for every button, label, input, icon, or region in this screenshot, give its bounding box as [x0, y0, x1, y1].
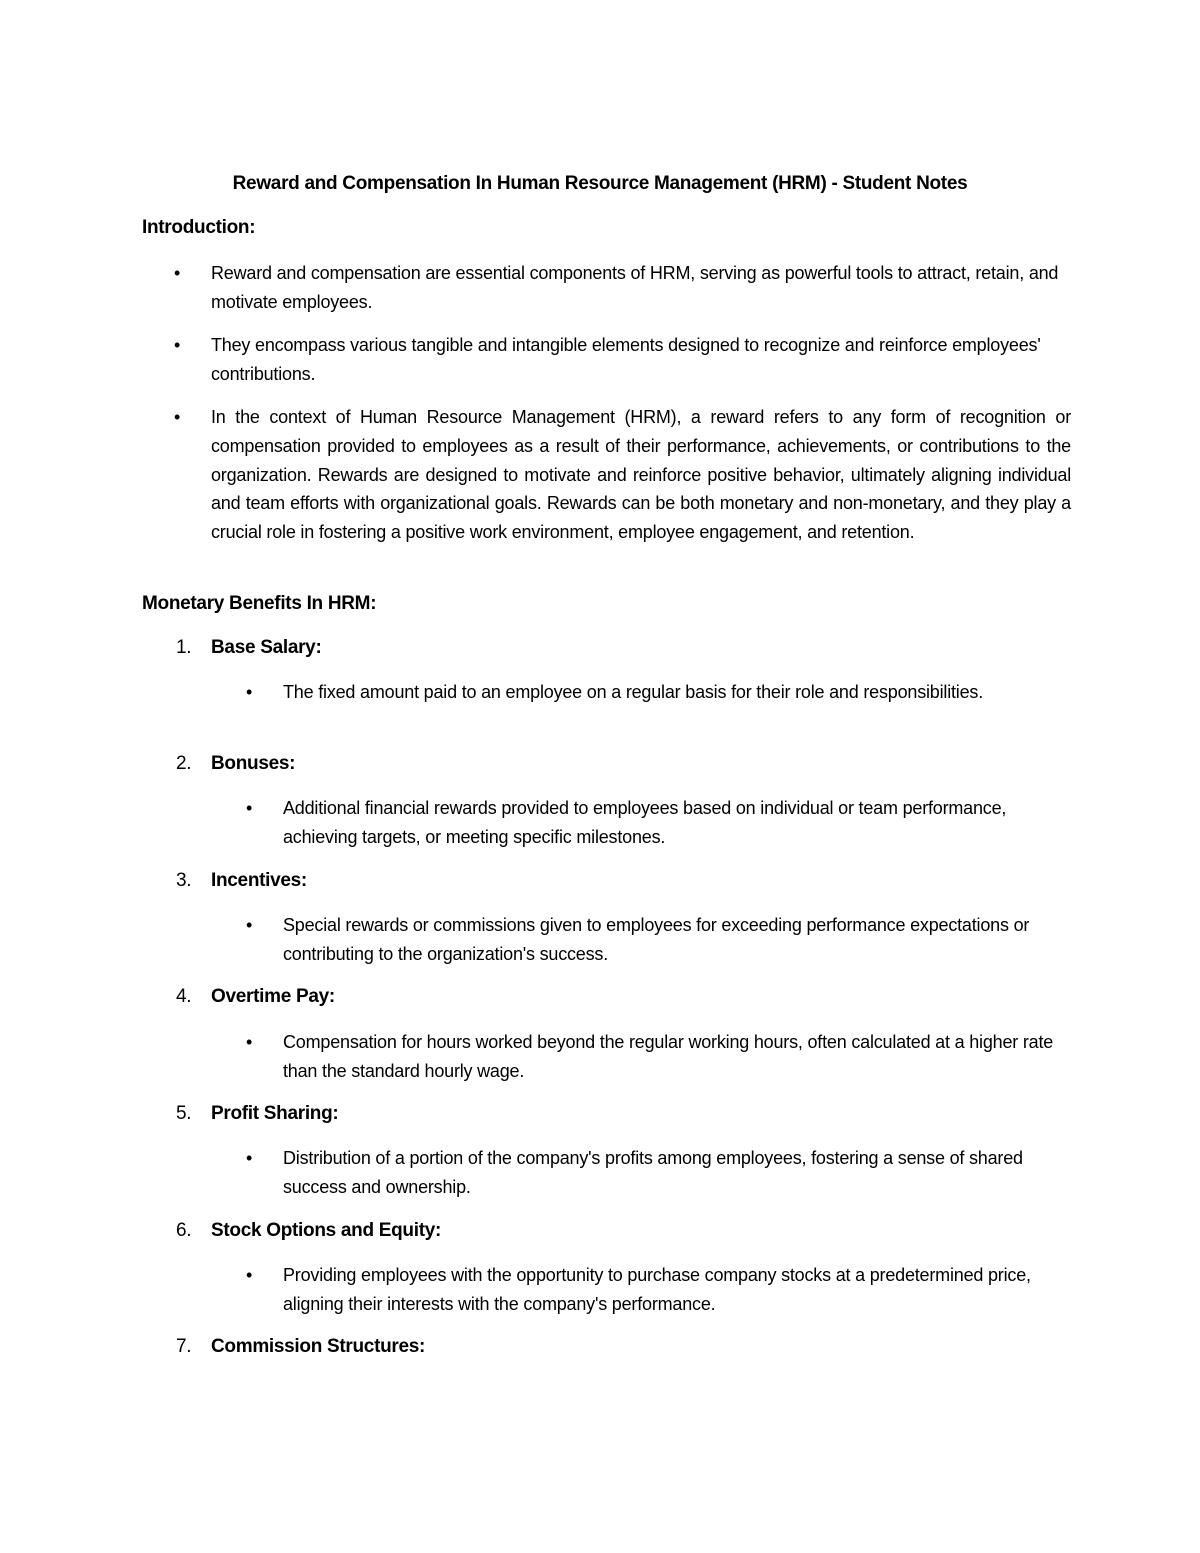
monetary-item-6	[176, 1217, 441, 1245]
item-detail-text: Special rewards or commissions given to employees for exceeding performance expectations or contributing to the organization's success.	[283, 915, 1030, 964]
monetary-heading: Monetary Benefits In HRM:	[142, 593, 377, 614]
monetary-item-2	[176, 750, 295, 778]
item-number: 3.	[176, 870, 192, 891]
intro-bullet-1	[174, 259, 1071, 317]
bullet-icon: •	[174, 335, 181, 355]
intro-bullet-3	[174, 403, 1071, 547]
item-detail-text: Distribution of a portion of the company's profits among employees, fostering a sense of shared success and ownership.	[283, 1148, 1023, 1197]
monetary-item-6-detail	[246, 1261, 1073, 1319]
item-number: 1.	[176, 637, 192, 658]
item-number: 6.	[176, 1220, 192, 1241]
monetary-item-3	[176, 867, 307, 895]
item-label: Base Salary:	[211, 637, 322, 658]
monetary-item-3-detail	[246, 911, 1073, 969]
item-detail-text: Additional financial rewards provided to employees based on individual or team performance, achieving targets, or meeting specific milestones.	[283, 798, 1007, 847]
item-detail-text: Providing employees with the opportunity to purchase company stocks at a predetermined price, aligning their interests with the company's performance.	[283, 1265, 1031, 1314]
monetary-item-1-detail	[246, 678, 1073, 707]
introduction-heading: Introduction:	[142, 217, 256, 238]
item-label: Profit Sharing:	[211, 1103, 339, 1124]
bullet-icon: •	[246, 1265, 253, 1285]
item-detail-text: The fixed amount paid to an employee on a regular basis for their role and responsibilities.	[283, 682, 984, 702]
bullet-icon: •	[246, 1148, 253, 1168]
item-label: Incentives:	[211, 870, 307, 891]
intro-bullet-text: They encompass various tangible and intangible elements designed to recognize and reinforce employees' contributions.	[211, 335, 1041, 384]
bullet-icon: •	[246, 798, 253, 818]
item-detail-text: Compensation for hours worked beyond the regular working hours, often calculated at a higher rate than the standard hourly wage.	[283, 1032, 1054, 1081]
bullet-icon: •	[174, 407, 181, 427]
item-label: Bonuses:	[211, 753, 296, 774]
bullet-icon: •	[246, 682, 253, 702]
item-label: Overtime Pay:	[211, 986, 335, 1007]
bullet-icon: •	[246, 1032, 253, 1052]
page-title: Reward and Compensation In Human Resource Management (HRM) - Student Notes	[232, 173, 968, 194]
monetary-item-4-detail	[246, 1028, 1073, 1086]
monetary-item-4	[176, 983, 335, 1011]
item-label: Commission Structures:	[211, 1336, 426, 1357]
monetary-item-7	[176, 1333, 425, 1361]
monetary-item-2-detail	[246, 794, 1073, 852]
item-number: 7.	[176, 1336, 192, 1357]
item-number: 2.	[176, 753, 192, 774]
item-number: 5.	[176, 1103, 192, 1124]
item-label: Stock Options and Equity:	[211, 1220, 442, 1241]
intro-bullet-text: Reward and compensation are essential components of HRM, serving as powerful tools to attract, retain, and motivate employees.	[211, 263, 1059, 312]
monetary-item-5-detail	[246, 1144, 1073, 1202]
monetary-item-5	[176, 1100, 338, 1128]
monetary-item-1	[176, 634, 321, 662]
intro-bullet-2	[174, 331, 1071, 389]
intro-bullet-text: In the context of Human Resource Management (HRM), a reward refers to any form of recognition or compensation provided to employees as a result of their performance, achievements, or contributions to the organization. Rewards are designed to motivate and reinforce positive behavior, ultimately aligning individual and team efforts with organizational goals. Rewards can be both monetary and non-monetary, and they play a crucial role in fostering a positive work environment, employee engagement, and retention.	[211, 407, 1071, 543]
bullet-icon: •	[174, 263, 181, 283]
bullet-icon: •	[246, 915, 253, 935]
item-number: 4.	[176, 986, 192, 1007]
